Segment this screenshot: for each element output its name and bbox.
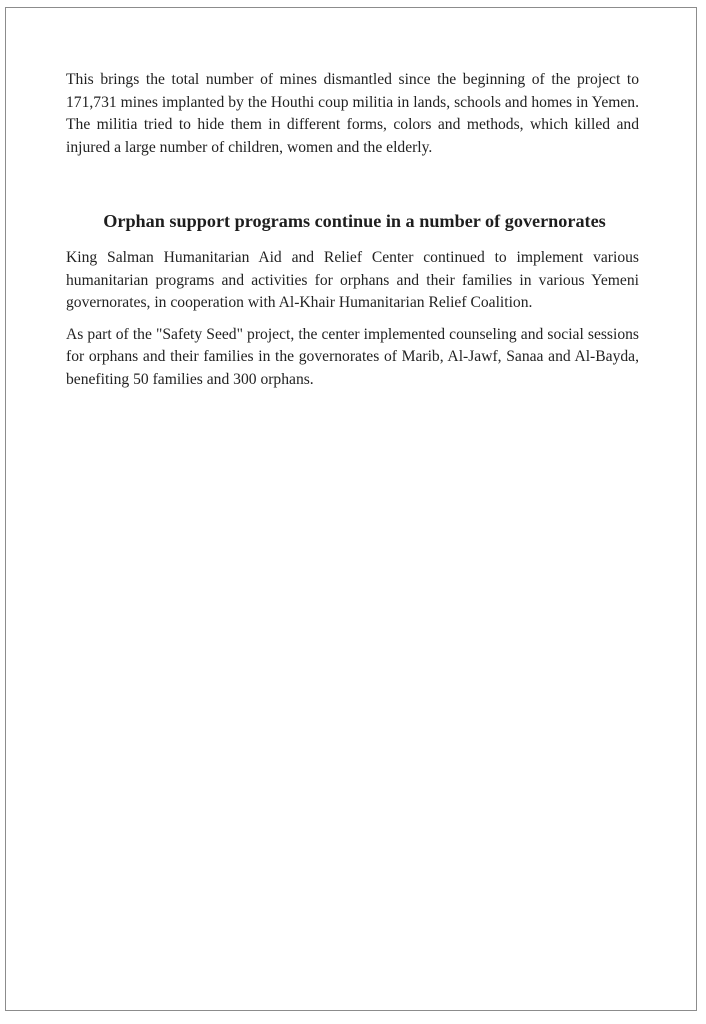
paragraph-safety-seed: As part of the "Safety Seed" project, the center implemented counseling and social sessions for orphans and their families in the governorates of Marib, Al-Jawf, Sanaa and Al-Bayda, benefiting 50 families and 300 orphans. xyxy=(66,325,639,388)
paragraph-orphan-programs: King Salman Humanitarian Aid and Relief Center continued to implement various humanitarian programs and activities for orphans and their families in various Yemeni governorates, in cooperation with Al-Khair Humanitarian Relief Coalition. xyxy=(66,249,639,311)
page-content xyxy=(66,69,639,391)
paragraph-mines-dismantled: This brings the total number of mines dismantled since the beginning of the project to 171,731 mines implanted by the Houthi coup militia in lands, schools and homes in Yemen. The militia tried to hide them in different forms, colors and methods, which killed and injured a large number of children, women and the elderly. xyxy=(66,71,639,156)
document-page xyxy=(5,7,697,1011)
section-heading: Orphan support programs continue in a number of governorates xyxy=(103,211,606,231)
